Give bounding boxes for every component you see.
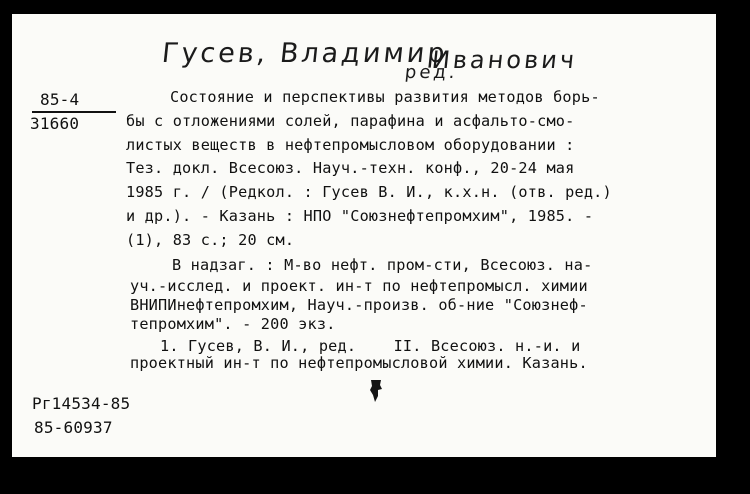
ink-stamp-mark: [369, 376, 383, 404]
catalog-card: [12, 14, 716, 457]
body-line: листых веществ в нефтепромысловом оборудовании :: [126, 136, 575, 154]
accession-number: 85-60937: [34, 418, 113, 437]
body-line: (1), 83 с.; 20 см.: [126, 231, 295, 249]
body-line: Тез. докл. Всесоюз. Науч.-техн. конф., 20-24 мая: [126, 159, 575, 177]
tracing-line: 1. Гусев, В. И., ред. II. Всесоюз. н.-и. и: [160, 337, 581, 355]
handwritten-author-name: Гусев, Владимир: [160, 38, 450, 69]
note-line: уч.-исслед. и проект. ин-т по нефтепромысл. химии: [130, 277, 588, 295]
body-line: и др.). - Казань : НПО "Союзнефтепромхим", 1985. -: [126, 207, 594, 225]
handwritten-editor-note: ред.: [403, 62, 459, 83]
shelfmark-bottom: 31660: [30, 114, 80, 133]
handwritten-author-patronymic: Иванович: [430, 46, 579, 74]
body-line: бы с отложениями солей, парафина и асфальто-смо-: [126, 112, 575, 130]
shelfmark-divider: [32, 111, 116, 113]
note-line: В надзаг. : М-во нефт. пром-сти, Всесоюз. на-: [172, 256, 593, 274]
note-line: тепромхим". - 200 экз.: [130, 315, 336, 333]
call-number: Рг14534-85: [32, 394, 131, 413]
note-line: ВНИПИнефтепромхим, Науч.-произв. об-ние "Союзнеф-: [130, 296, 588, 314]
tracing-line: проектный ин-т по нефтепромысловой химии. Казань.: [130, 354, 588, 372]
shelfmark-top: 85-4: [40, 90, 80, 109]
body-line: Состояние и перспективы развития методов борь-: [170, 88, 600, 106]
body-line: 1985 г. / (Редкол. : Гусев В. И., к.х.н. (отв. ред.): [126, 183, 612, 201]
